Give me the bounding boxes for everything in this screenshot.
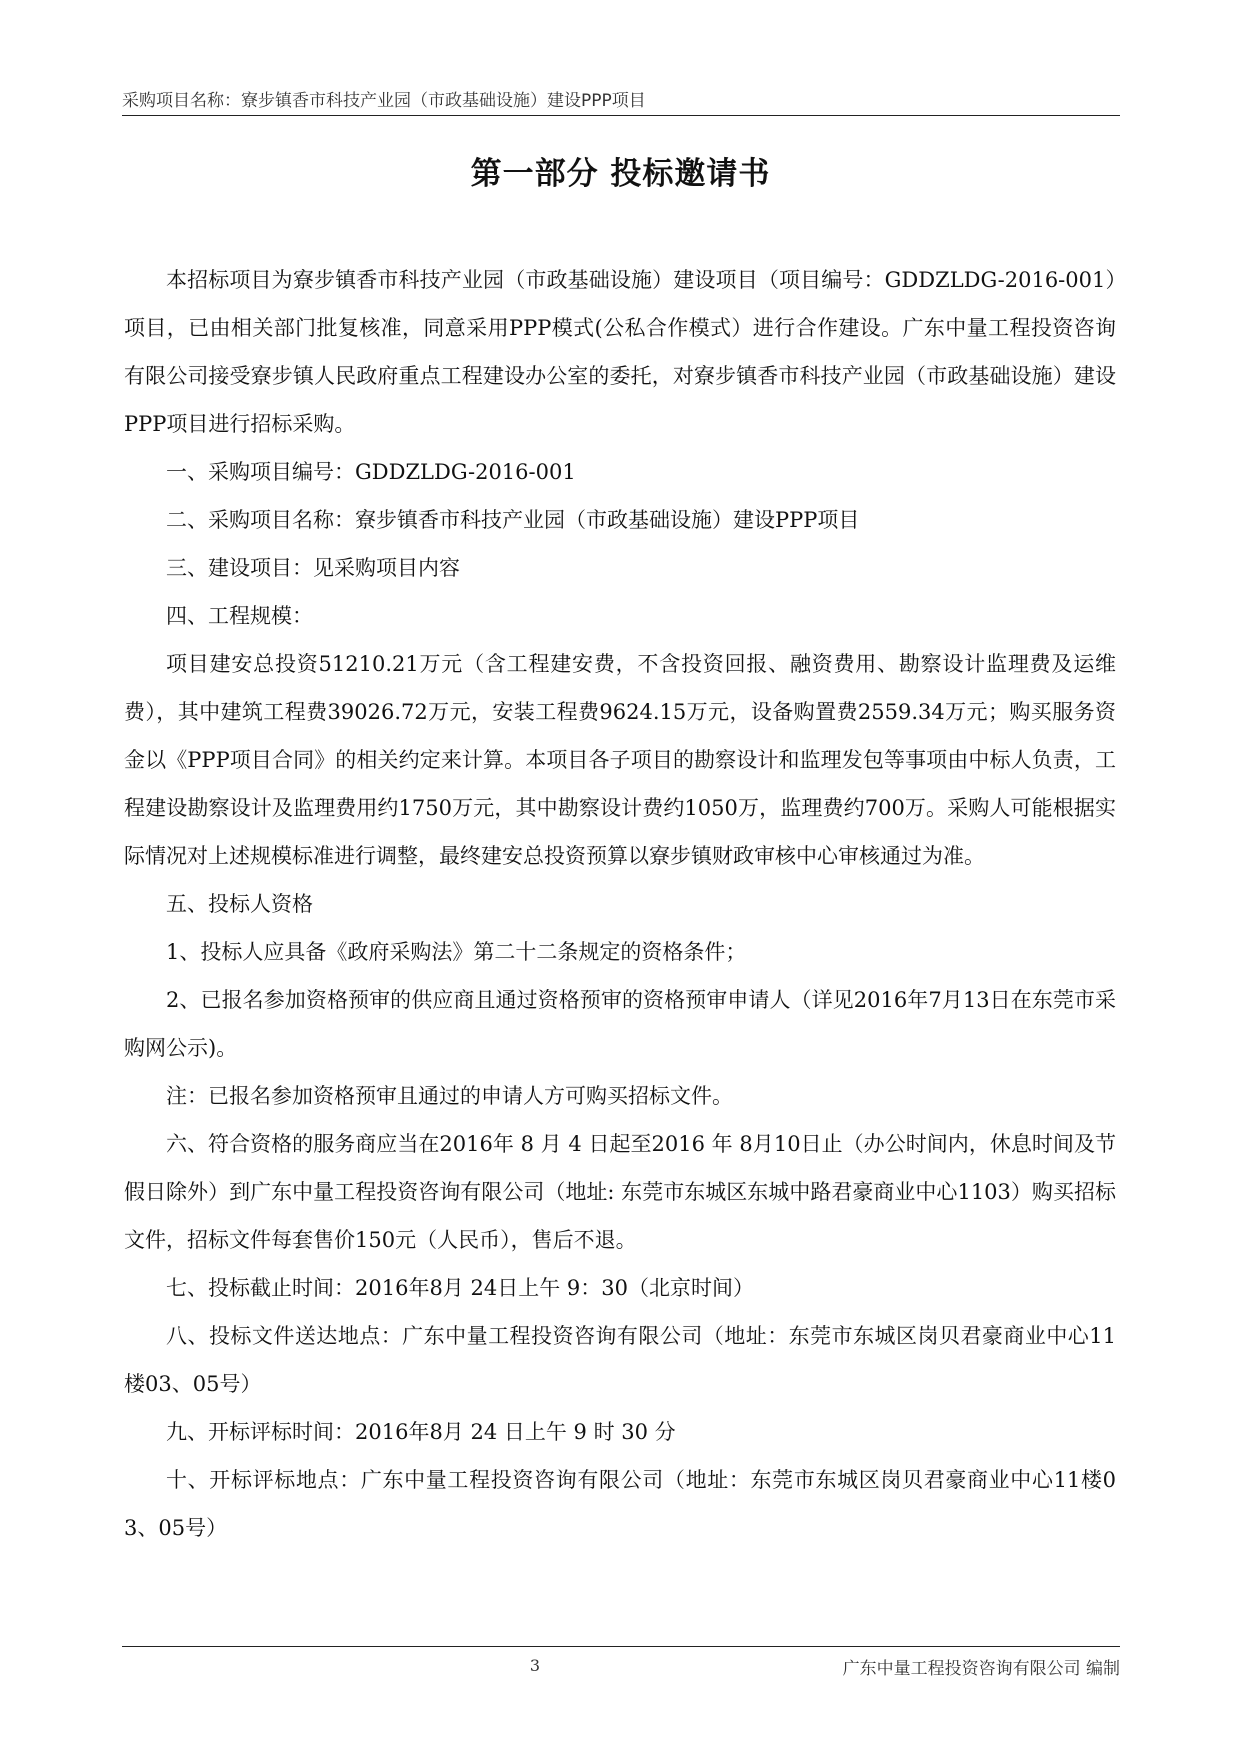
item-bid-deadline: 七、投标截止时间：2016年8月 24日上午 9：30（北京时间） [166, 1276, 754, 1300]
page-header: 采购项目名称：寮步镇香市科技产业园（市政基础设施）建设PPP项目 [122, 91, 646, 111]
item-scale-heading: 四、工程规模： [166, 604, 313, 628]
page-number: 3 [529, 1656, 541, 1675]
footer-organization: 广东中量工程投资咨询有限公司 编制 [842, 1659, 1120, 1679]
item-construction-project: 三、建设项目：见采购项目内容 [166, 556, 460, 580]
qualification-note: 注：已报名参加资格预审且通过的申请人方可购买招标文件。 [166, 1084, 733, 1108]
item-project-number: 一、采购项目编号：GDDZLDG-2016-001 [166, 460, 576, 484]
item-bid-opening-location: 十、开标评标地点：广东中量工程投资咨询有限公司（地址：东莞市东城区岗贝君豪商业中心11楼03、05号） [124, 1468, 1116, 1540]
qualification-item-1: 1、投标人应具备《政府采购法》第二十二条规定的资格条件； [166, 940, 747, 964]
intro-paragraph: 本招标项目为寮步镇香市科技产业园（市政基础设施）建设项目（项目编号：GDDZLDG-2016-001）项目，已由相关部门批复核准，同意采用PPP模式(公私合作模式）进行合作建设。广东中量工程投资咨询有限公司接受寮步镇人民政府重点工程建设办公室的委托，对寮步镇香市科技产业园（市政基础设施）建设PPP项目进行招标采购。 [124, 268, 1116, 436]
document-body [124, 256, 1116, 1552]
item-bid-opening-time: 九、开标评标时间：2016年8月 24 日上午 9 时 30 分 [166, 1420, 676, 1444]
item-qualification-heading: 五、投标人资格 [166, 892, 313, 916]
qualification-item-2: 2、已报名参加资格预审的供应商且通过资格预审的资格预审申请人（详见2016年7月13日在东莞市采购网公示)。 [124, 988, 1116, 1060]
scale-paragraph: 项目建安总投资51210.21万元（含工程建安费，不含投资回报、融资费用、勘察设计监理费及运维费），其中建筑工程费39026.72万元，安装工程费9624.15万元，设备购置费2559.34万元；购买服务资金以《PPP项目合同》的相关约定来计算。本项目各子项目的勘察设计和监理发包等事项由中标人负责，工程建设勘察设计及监理费用约1750万元，其中勘察设计费约1050万，监理费约700万。采购人可能根据实际情况对上述规模标准进行调整，最终建安总投资预算以寮步镇财政审核中心审核通过为准。 [124, 652, 1116, 868]
footer-divider [122, 1646, 1120, 1647]
header-divider [122, 115, 1120, 116]
item-bid-delivery-location: 八、投标文件送达地点：广东中量工程投资咨询有限公司（地址：东莞市东城区岗贝君豪商业中心11楼03、05号） [124, 1324, 1116, 1396]
page-title: 第一部分 投标邀请书 [470, 156, 771, 192]
item-project-name: 二、采购项目名称：寮步镇香市科技产业园（市政基础设施）建设PPP项目 [166, 508, 860, 532]
item-purchase-period: 六、符合资格的服务商应当在2016年 8 月 4 日起至2016 年 8月10日止（办公时间内，休息时间及节假日除外）到广东中量工程投资咨询有限公司（地址: 东莞市东城区东城中路君豪商业中心1103）购买招标文件，招标文件每套售价150元（人民币），售后不退。 [124, 1132, 1116, 1252]
